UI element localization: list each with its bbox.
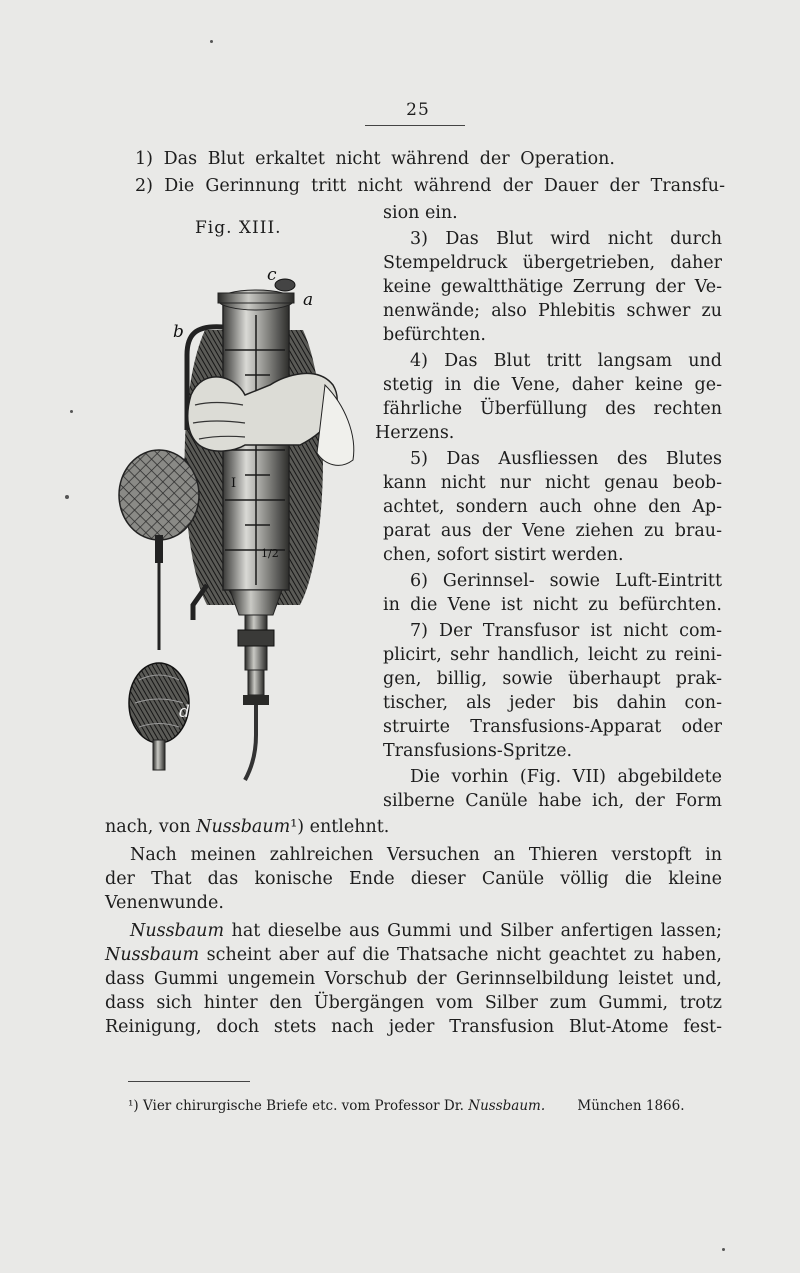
- text-line: nenwände; also Phlebitis schwer zu: [383, 301, 722, 321]
- text-line: 6) Gerinnsel- sowie Luft-Eintritt: [410, 571, 722, 591]
- text-line: der That das konische Ende dieser Canüle völlig die kleine: [105, 869, 722, 889]
- paper-speck: [210, 40, 213, 43]
- text-line: plicirt, sehr handlich, leicht zu reini-: [383, 645, 722, 665]
- text-line: keine gewaltthätige Zerrung der Ve-: [383, 277, 722, 297]
- text-line: dass sich hinter den Übergängen vom Silber zum Gummi, trotz: [105, 993, 722, 1013]
- text-line: tischer, als jeder bis dahin con-: [383, 693, 722, 713]
- text-line: Transfusions-Spritze.: [383, 741, 573, 761]
- paper-speck: [65, 495, 69, 499]
- label-c: c: [267, 265, 277, 285]
- text-line: chen, sofort sistirt werden.: [383, 545, 624, 565]
- header-rule: [365, 125, 465, 126]
- text-line: 5) Das Ausfliessen des Blutes: [410, 449, 722, 469]
- list-item-number: 1): [135, 149, 153, 169]
- author-name: Nussbaum: [196, 817, 291, 837]
- list-item-number: 2): [135, 176, 153, 196]
- text-line: Nach meinen zahlreichen Versuchen an Thieren verstopft in: [130, 845, 722, 865]
- text-line: Die vorhin (Fig. VII) abgebildete: [410, 767, 722, 787]
- footnote-date: München 1866.: [577, 1098, 685, 1114]
- label-b: b: [173, 322, 184, 342]
- footnote-mark: ¹): [128, 1098, 139, 1114]
- text-line: struirte Transfusions-Apparat oder: [383, 717, 722, 737]
- netted-bulb: [119, 450, 199, 540]
- text-line: achtet, sondern auch ohne den Ap-: [383, 497, 722, 517]
- text-line: gen, billig, sowie überhaupt prak-: [383, 669, 722, 689]
- author-name: Nussbaum: [105, 945, 200, 965]
- text-line: nach, von Nussbaum¹) entlehnt.: [105, 817, 390, 837]
- author-name: Nussbaum: [130, 921, 225, 941]
- text-line: parat aus der Vene ziehen zu brau-: [383, 521, 722, 541]
- canula: [245, 705, 256, 780]
- list-item-1: [135, 148, 615, 170]
- list-item-2-continuation: sion ein.: [383, 203, 458, 223]
- footnote-author: Nussbaum.: [468, 1098, 546, 1114]
- text-line: silberne Canüle habe ich, der Form: [383, 791, 722, 811]
- footnote: [128, 1098, 685, 1114]
- text-line: Herzens.: [375, 423, 455, 443]
- text-line: Nussbaum hat dieselbe aus Gummi und Silber anfertigen lassen;: [130, 921, 722, 941]
- scale-mark-one: I: [231, 476, 237, 491]
- text-line: stetig in die Vene, daher keine ge-: [383, 375, 722, 395]
- transfusion-apparatus-illustration: [95, 255, 375, 800]
- text-line: in die Vene ist nicht zu befürchten.: [383, 595, 722, 615]
- text-line: Nussbaum scheint aber auf die Thatsache nicht geachtet zu haben,: [105, 945, 722, 965]
- text-line: kann nicht nur nicht genau beob-: [383, 473, 722, 493]
- list-item-text: Die Gerinnung tritt nicht während der Dauer der Transfu-: [164, 176, 725, 196]
- text-line: 3) Das Blut wird nicht durch: [410, 229, 722, 249]
- footnote-rule: [128, 1081, 250, 1082]
- text-line: befürchten.: [383, 325, 486, 345]
- text-line: dass Gummi ungemein Vorschub der Gerinnselbildung leistet und,: [105, 969, 722, 989]
- footnote-text: Vier chirurgische Briefe etc. vom Professor Dr.: [142, 1098, 469, 1114]
- paper-speck: [70, 410, 73, 413]
- list-item-text: Das Blut erkaltet nicht während der Operation.: [163, 149, 615, 169]
- text-line: 4) Das Blut tritt langsam und: [410, 351, 722, 371]
- label-d: d: [179, 702, 190, 722]
- text-line: Stempeldruck übergetrieben, daher: [383, 253, 722, 273]
- text-line: fährliche Überfüllung des rechten: [383, 399, 722, 419]
- list-item-2: [135, 175, 725, 197]
- label-a: a: [303, 290, 314, 310]
- text-line: Venenwunde.: [105, 893, 224, 913]
- text-line: 7) Der Transfusor ist nicht com-: [410, 621, 722, 641]
- scale-mark-half: 1/2: [261, 547, 279, 560]
- figure-caption: Fig. XIII.: [195, 218, 282, 238]
- page-number: 25: [406, 100, 430, 120]
- text-line: Reinigung, doch stets nach jeder Transfusion Blut-Atome fest-: [105, 1017, 722, 1037]
- paper-speck: [722, 1248, 725, 1251]
